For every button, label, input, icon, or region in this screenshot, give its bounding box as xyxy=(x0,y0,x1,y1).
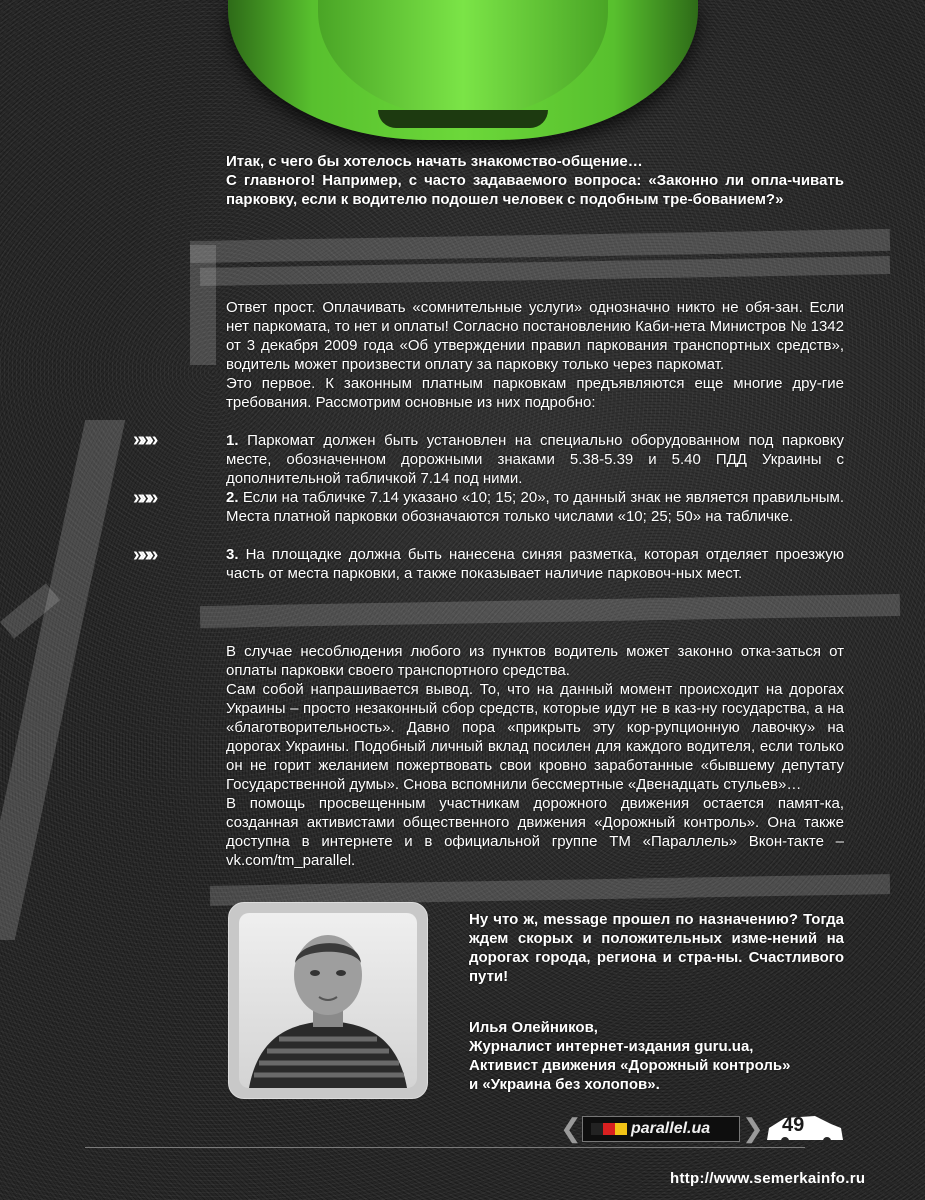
paragraph: Сам собой напрашивается вывод. То, что на данный момент происходит на дорогах Украины – просто незаконный сбор средств, которые идут не в каз-ну государства, а на «благотворительность». Давно пора «прикрыть эту кор-рупционную лавочку» на дорогах Украины. Подобный личный вклад посилен для каждого водителя, если только он не горит желанием пожертвовать свои кровно заработанные «бывшему депутату Государственной думы». Снова вспомнили бессмертные «Двенадцать стульев»… xyxy=(226,681,844,793)
car-grille xyxy=(378,110,548,128)
car-hood xyxy=(318,0,608,118)
list-marker-arrows: »»» xyxy=(133,487,155,509)
flag-stripes-icon xyxy=(591,1123,627,1135)
paragraph: В случае несоблюдения любого из пунктов водитель может законно отка-заться от оплаты парковки своего транспортного средства. xyxy=(226,643,844,679)
list-number: 3. xyxy=(226,546,239,563)
list-item xyxy=(226,431,844,488)
paragraph: Ответ прост. Оплачивать «сомнительные услуги» однозначно никто не обя-зан. Если нет паркомата, то нет и оплаты! Согласно постановлению Каби-нета Министров № 1342 от 3 декабря 2009 года «Об утверждении правил паркования транспортных средств», водитель может произвести оплату за парковку только через паркомат. xyxy=(226,299,844,373)
author-role: Журналист интернет-издания guru.ua, xyxy=(469,1038,754,1055)
list-number: 2. xyxy=(226,489,239,506)
signature-block xyxy=(469,1018,849,1094)
parallel-logo xyxy=(560,1113,764,1144)
list-marker-arrows: »»» xyxy=(133,544,155,566)
road-marking xyxy=(0,420,125,940)
list-text: Если на табличке 7.14 указано «10; 15; 20», то данный знак не является правильным. Места платной парковки обозначаются только числами «10; 25; 50» на табличке. xyxy=(226,489,845,525)
list-item xyxy=(226,488,844,526)
intro-line-1: Итак, с чего бы хотелось начать знакомство-общение… xyxy=(226,153,643,170)
logo-box xyxy=(582,1116,740,1142)
list-text: Паркомат должен быть установлен на специально оборудованном под парковку месте, обозначенном дорожными знаками 5.38-5.39 и 5.40 ПДД Украины с дополнительной табличкой 7.14 под ними. xyxy=(226,432,844,487)
body-block-2 xyxy=(226,642,844,870)
author-name: Илья Олейников, xyxy=(469,1019,598,1036)
footer-divider xyxy=(85,1147,805,1148)
list-item xyxy=(226,545,844,583)
logo-text: parallel.ua xyxy=(631,1120,711,1137)
green-car-illustration xyxy=(228,0,698,140)
road-marking xyxy=(190,245,216,365)
list-number: 1. xyxy=(226,432,239,449)
website-url[interactable]: http://www.semerkainfo.ru xyxy=(670,1170,866,1187)
closing-block xyxy=(469,910,844,986)
intro-block xyxy=(226,152,844,209)
author-role: Активист движения «Дорожный контроль» xyxy=(469,1057,791,1074)
author-photo xyxy=(239,913,417,1088)
page-number-badge xyxy=(765,1110,845,1146)
paragraph: Это первое. К законным платным парковкам предъявляются еще многие дру-гие требования. Рассмотрим основные из них подробно: xyxy=(226,375,844,411)
author-portrait-illustration xyxy=(239,913,417,1088)
author-photo-frame xyxy=(228,902,428,1099)
road-marking xyxy=(200,594,900,628)
car-silhouette-icon xyxy=(765,1110,845,1146)
intro-line-2: С главного! Например, с часто задаваемого вопроса: «Законно ли опла-чивать парковку, если к водителю подошел человек с подобным тре-бованием?» xyxy=(226,172,844,208)
chevron-right-icon: ❯ xyxy=(742,1113,764,1143)
closing-text: Ну что ж, message прошел по назначению? Тогда ждем скорых и положительных изме-нений на дорогах города, региона и стра-ны. Счастливого пути! xyxy=(469,911,844,985)
list-text: На площадке должна быть нанесена синяя разметка, которая отделяет проезжую часть от места парковки, а также показывает наличие парковоч-ных мест. xyxy=(226,546,845,582)
body-block-1 xyxy=(226,298,844,412)
page-number: 49 xyxy=(782,1114,805,1136)
list-marker-arrows: »»» xyxy=(133,429,155,451)
chevron-left-icon: ❮ xyxy=(560,1113,582,1143)
paragraph: В помощь просвещенным участникам дорожного движения остается памят-ка, созданная активистами общественного движения «Дорожный контроль». Она также доступна в интернете и в официальной группе ТМ «Параллель» Вкон-такте – vk.com/tm_parallel. xyxy=(226,795,844,869)
author-role: и «Украина без холопов». xyxy=(469,1076,660,1093)
